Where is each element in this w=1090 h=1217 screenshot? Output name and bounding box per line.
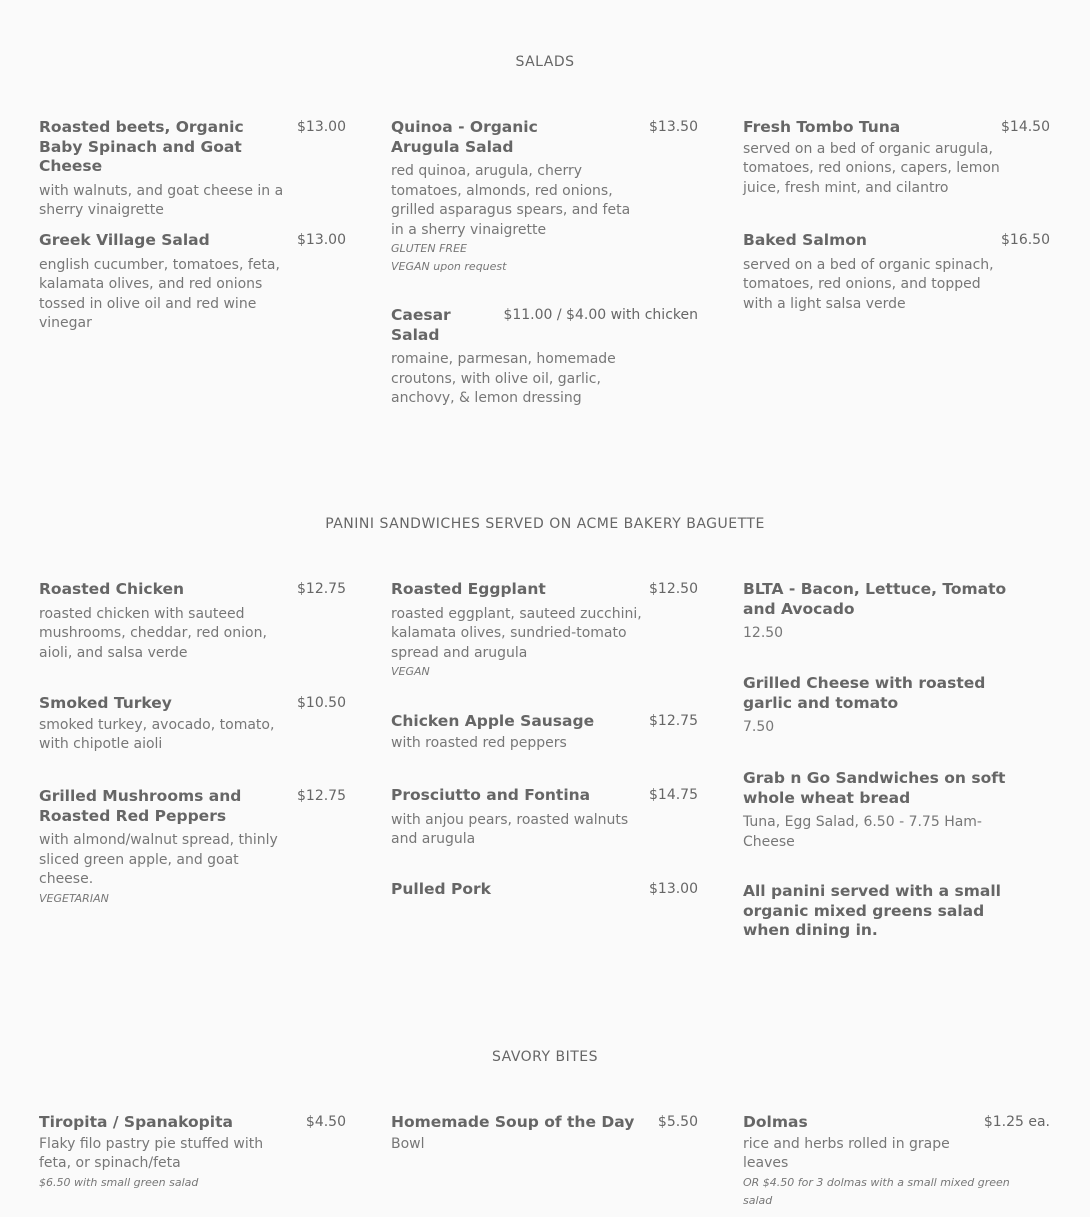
item-name: Tiropita / Spanakopita (39, 1113, 233, 1131)
section-title-panini: PANINI SANDWICHES SERVED ON ACME BAKERY BAGUETTE (325, 516, 765, 532)
item-description: smoked turkey, avocado, tomato, with chipotle aioli (39, 716, 275, 752)
menu-item (391, 306, 698, 409)
item-description: served on a bed of organic spinach, tomatoes, red onions, and topped with a light salsa verde (743, 256, 994, 312)
item-description: rice and herbs rolled in grape leaves (743, 1135, 950, 1171)
item-price: $12.75 (649, 713, 698, 729)
menu-item (39, 118, 346, 221)
item-description: red quinoa, arugula, cherry tomatoes, almonds, red onions, grilled asparagus spears, and feta in a sherry vinaigrette (391, 163, 631, 238)
item-price: $14.75 (649, 787, 698, 803)
item-price: $10.50 (297, 695, 346, 711)
item-price: $1.25 ea. (983, 1114, 1050, 1130)
item-name: Homemade Soup of the Day (391, 1113, 635, 1131)
item-name: Roasted Eggplant (391, 580, 546, 598)
item-description: served on a bed of organic arugula, tomatoes, red onions, capers, lemon juice, fresh mint, and cilantro (743, 140, 1000, 196)
item-name: Roasted Chicken (39, 580, 185, 598)
item-price: $12.50 (649, 581, 698, 597)
menu-item (391, 880, 698, 900)
item-description: with almond/walnut spread, thinly sliced green apple, and goat cheese. (39, 832, 278, 887)
section-title-savory-bites: SAVORY BITES (491, 1049, 599, 1065)
item-description: roasted chicken with sauteed mushrooms, cheddar, red onion, aioli, and salsa verde (39, 605, 267, 661)
item-name: Fresh Tombo Tuna (743, 118, 901, 136)
item-price: $5.50 (657, 1114, 698, 1130)
item-description: 12.50 (743, 625, 784, 641)
item-price: $11.00 / $4.00 with chicken (503, 307, 698, 323)
item-price: $4.50 (305, 1114, 346, 1130)
item-note-vegan: VEGAN upon request (391, 260, 507, 273)
item-name: Caesar Salad (391, 306, 451, 344)
item-note: OR $4.50 for 3 dolmas with a small mixed green salad (743, 1175, 1010, 1207)
item-description: Bowl (391, 1135, 425, 1152)
item-name: Roasted beets, Organic Baby Spinach and Goat Cheese (39, 118, 244, 175)
menu-item (391, 580, 698, 681)
menu-item (743, 769, 1050, 852)
item-name: Chicken Apple Sausage (391, 712, 595, 730)
section-title-salads: SALADS (515, 54, 575, 70)
item-description: with anjou pears, roasted walnuts and arugula (391, 811, 629, 847)
menu-item (391, 786, 698, 850)
item-name: All panini served with a small organic mixed greens salad when dining in. (743, 882, 1001, 939)
item-description: Tuna, Egg Salad, 6.50 - 7.75 Ham-Cheese (743, 814, 982, 850)
item-name: BLTA - Bacon, Lettuce, Tomato and Avocado (743, 580, 1007, 618)
menu-item (743, 231, 1050, 314)
item-name: Baked Salmon (743, 231, 867, 249)
item-price: $13.00 (649, 881, 698, 897)
item-price: $16.50 (1001, 232, 1050, 248)
item-price: $13.00 (297, 232, 346, 248)
menu-item (743, 580, 1050, 644)
item-note: $6.50 with small green salad (39, 1175, 199, 1189)
menu-item (743, 674, 1050, 738)
menu-item (39, 1113, 346, 1192)
menu-item (39, 694, 346, 755)
item-description: Flaky filo pastry pie stuffed with feta, or spinach/feta (39, 1135, 264, 1171)
item-name: Grilled Cheese with roasted garlic and tomato (743, 674, 986, 712)
item-name: Grab n Go Sandwiches on soft whole wheat bread (743, 769, 1006, 807)
item-description: roasted eggplant, sauteed zucchini, kalamata olives, sundried-tomato spread and arugula (391, 605, 642, 661)
item-name: Dolmas (743, 1113, 808, 1131)
menu-item (743, 118, 1050, 198)
item-description: english cucumber, tomatoes, feta, kalamata olives, and red onions tossed in olive oil and red wine vinegar (39, 256, 280, 331)
menu-item (743, 1113, 1050, 1210)
item-name: Grilled Mushrooms and Roasted Red Peppers (39, 787, 242, 825)
menu-item (391, 118, 698, 276)
item-price: $12.75 (297, 581, 346, 597)
item-price: $13.00 (297, 119, 346, 135)
menu-item (391, 1113, 698, 1154)
menu-item (743, 882, 1050, 941)
item-description: with walnuts, and goat cheese in a sherry vinaigrette (39, 182, 284, 218)
menu-item (391, 712, 698, 753)
menu-item (39, 580, 346, 663)
item-name: Pulled Pork (391, 880, 491, 898)
item-price: $14.50 (1001, 119, 1050, 135)
item-description: romaine, parmesan, homemade croutons, with olive oil, garlic, anchovy, & lemon dressing (391, 351, 616, 406)
item-price: $13.50 (649, 119, 698, 135)
item-note-vegetarian: VEGETARIAN (39, 891, 109, 905)
item-name: Quinoa - Organic Arugula Salad (391, 118, 538, 156)
item-name: Prosciutto and Fontina (391, 786, 591, 804)
item-price: $12.75 (297, 788, 346, 804)
item-description: 7.50 (743, 719, 775, 735)
item-description: with roasted red peppers (391, 734, 567, 751)
item-name: Smoked Turkey (39, 694, 172, 712)
menu-item (39, 231, 346, 334)
item-note-gluten-free: GLUTEN FREE (391, 242, 467, 255)
item-name: Greek Village Salad (39, 231, 210, 249)
item-note-vegan: VEGAN (391, 665, 430, 678)
menu-item (39, 787, 346, 908)
